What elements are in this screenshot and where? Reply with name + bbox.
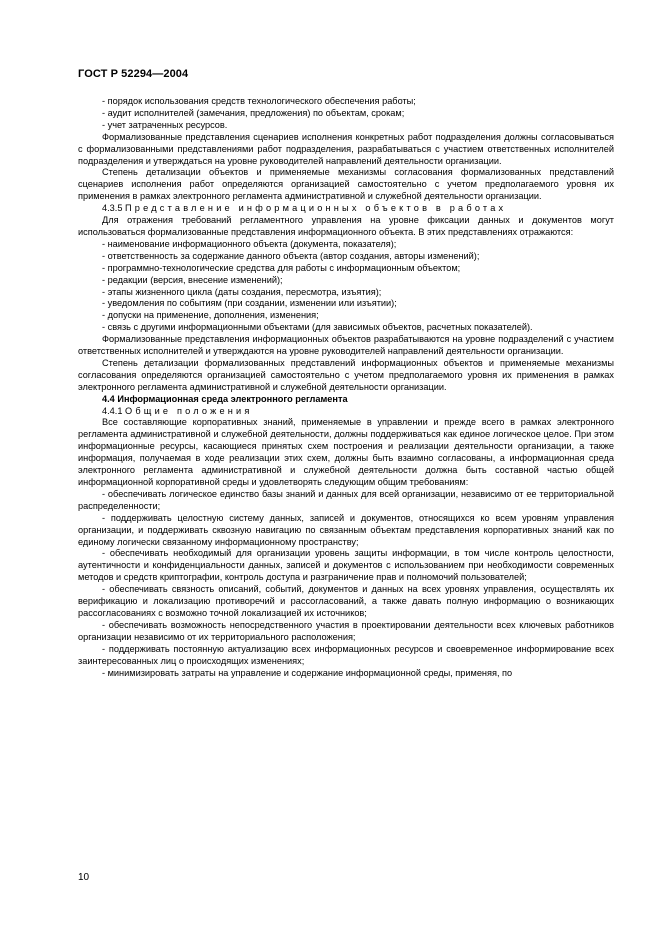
paragraph: Степень детализации формализованных представлений информационных объектов и применяемые механизмы согласования определяются организацией самостоятельно с учетом предполагаемого уровня их применения в рамках электронного регламента административной и служебной деятельности организации. [78, 357, 614, 392]
bullet-item: - допуски на применение, дополнения, изменения; [102, 310, 319, 321]
bullet-item: - порядок использования средств технологического обеспечения работы; [102, 96, 416, 106]
section-number: 4.4.1 [102, 405, 123, 416]
paragraph: Степень детализации объектов и применяемые механизмы согласования формализованных представлений сценариев исполнения работ определяются организацией самостоятельно с учетом предполагаемого уровня их применения в рамках электронного регламента административной и служебной деятельности организации. [78, 167, 614, 202]
page-number: 10 [78, 872, 90, 883]
bullet-item: - аудит исполнителей (замечания, предложения) по объектам, срокам; [102, 107, 405, 118]
section-title: Общие положения [125, 405, 253, 416]
bullet-item: - программно-технологические средства для работы с информационным объектом; [102, 262, 461, 273]
list-item: - обеспечивать связность описаний, событий, документов и данных на всех уровнях управления, осуществлять их верификацию и локализацию противоречий и рассогласований, а также давать полную информацию о возникающих рассогласованиях с возможно точной локализацией их источников; [78, 584, 614, 618]
section-title: Представление информационных объектов в работах [125, 203, 507, 214]
list-item: - поддерживать постоянную актуализацию всех информационных ресурсов и своевременное информирование всех заинтересованных лиц о происходящих изменениях; [78, 643, 614, 666]
document-body [78, 96, 614, 679]
document-header: ГОСТ Р 52294—2004 [78, 68, 189, 80]
section-number: 4.3.5 [102, 203, 123, 214]
bullet-item: - наименование информационного объекта (документа, показателя); [102, 238, 397, 249]
list-item: - обеспечивать возможность непосредственного участия в проектировании деятельности всех ключевых работников организации независимо от их территориального расположения; [78, 619, 614, 642]
section-heading [78, 203, 614, 215]
section-heading [78, 394, 614, 406]
list-item: - связь с другими информационными объектами (для зависимых объектов, расчетных показателей). [102, 322, 533, 333]
bullet-item: - учет затраченных ресурсов. [102, 119, 228, 130]
list-item: - обеспечивать логическое единство базы знаний и данных для всей организации, независимо от ее территориальной распределенности; [78, 488, 614, 511]
paragraph: Все составляющие корпоративных знаний, применяемые в управлении и прежде всего в рамках электронного регламента административной и служебной деятельности, должны поддерживаться как единое логическое целое. При этом информационные ресурсы, касающиеся принятых схем построения и реализации деятельности организации, а также информация, получаемая в ходе реализации этих схем, должны быть взаимно согласованы, а информационная среда электронного регламента административной и служебной деятельности должна быть составной частью общей информационной корпоративной среды и удовлетворять следующим общим требованиям: [78, 417, 614, 487]
bullet-item: - ответственность за содержание данного объекта (автор создания, авторы изменений); [102, 250, 480, 261]
bullet-item: - редакции (версия, внесение изменений); [102, 274, 283, 285]
section-number: 4.4 [102, 393, 115, 404]
list-item: - обеспечивать необходимый для организации уровень защиты информации, в том числе контроль целостности, аутентичности и конфиденциальности данных, записей и документов с использованием при необходимости современных методов и средств криптографии, контроль доступа и разграничение прав и полномочий пользователей; [78, 548, 614, 583]
paragraph: Для отражения требований регламентного управления на уровне фиксации данных и документов могут использоваться формализованные представления информационного объекта. В этих представлениях отражаются: [78, 215, 614, 237]
paragraph: Формализованные представления сценариев исполнения конкретных работ подразделения должны согласовываться с формализованными представлениями работ подразделения, разрабатываться с участием ответственных исполнителей подразделения и утверждаться на уровне руководителей направлений деятельности организации. [78, 131, 614, 166]
list-item: - минимизировать затраты на управление и содержание информационной среды, применяя, по [102, 667, 513, 678]
section-heading [78, 406, 614, 418]
bullet-item: - этапы жизненного цикла (даты создания, пересмотра, изъятия); [102, 286, 382, 297]
bullet-item: - уведомления по событиям (при создании, изменении или изъятии); [102, 298, 397, 309]
paragraph: Формализованные представления информационных объектов разрабатываются на уровне подразделений с участием ответственных исполнителей и утверждаются на уровне руководителей направлений деятельности организации. [78, 334, 614, 357]
section-title: Информационная среда электронного регламента [117, 393, 348, 404]
list-item: - поддерживать целостную систему данных, записей и документов, относящихся ко всем уровням управления организации, и поддерживать сквозную навигацию по связанным объектам представления корпоративных знаний как по единому логически связанному информационному пространству; [78, 512, 614, 547]
